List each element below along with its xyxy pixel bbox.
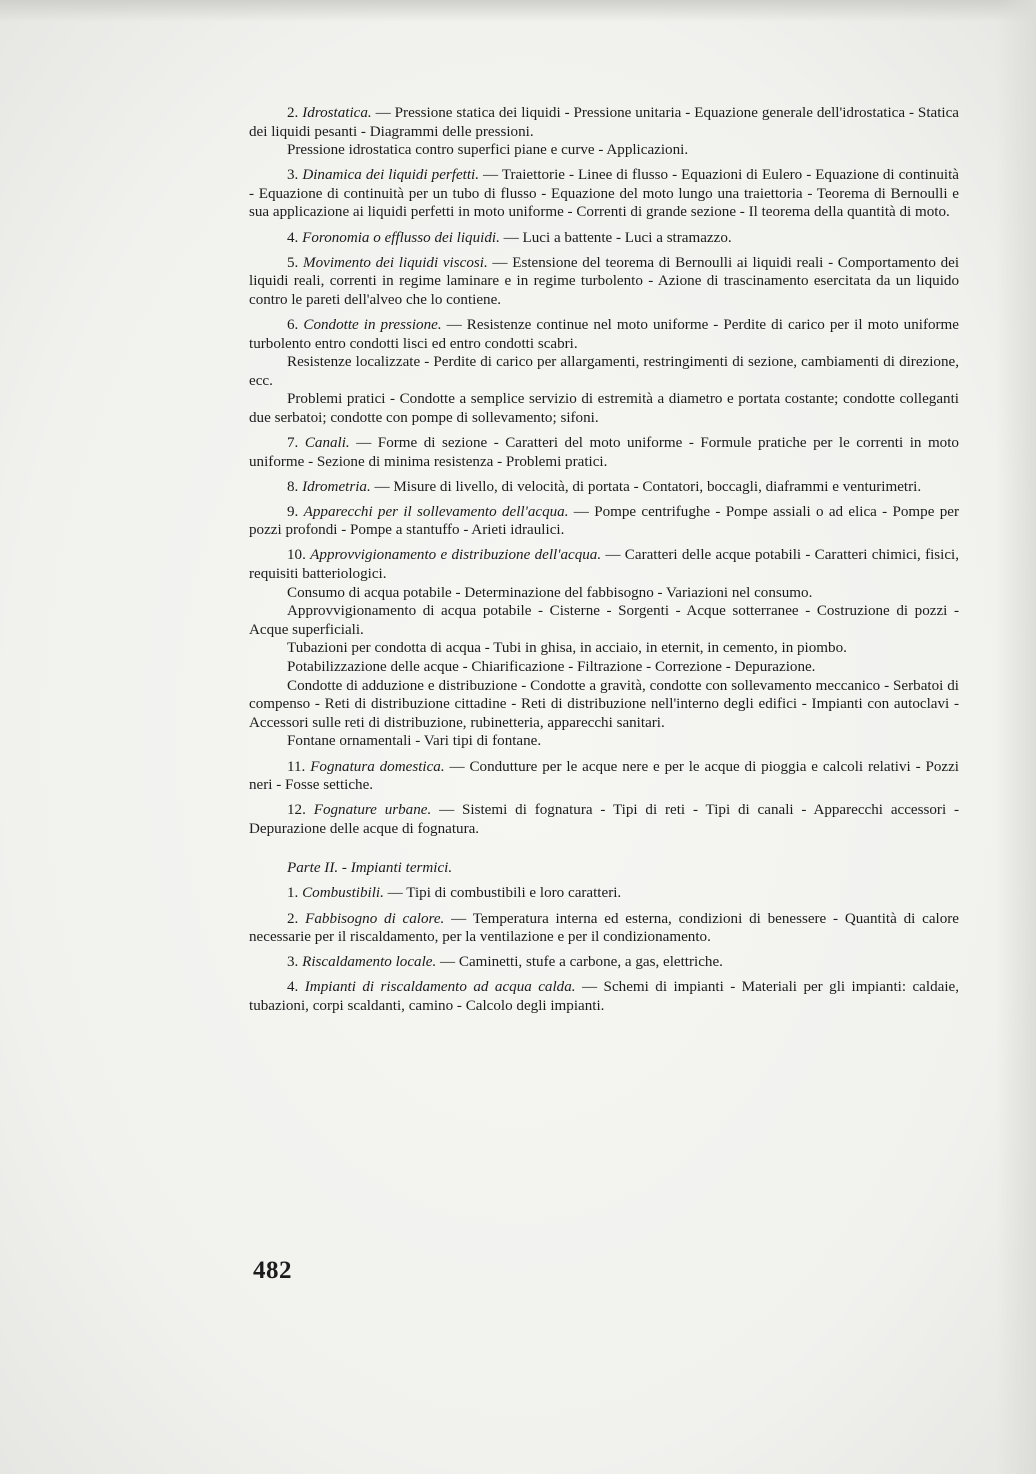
continuation-paragraph: Approvvigionamento di acqua potabile - Cisterne - Sorgenti - Acque sotterranee - Costruzione di pozzi - Acque superficiali. <box>249 603 959 638</box>
continuation-paragraph: Pressione idrostatica contro superfici piane e curve - Applicazioni. <box>287 142 689 159</box>
section-paragraph: 2. Fabbisogno di calore. — Temperatura interna ed esterna, condizioni di benessere - Quantità di calore necessarie per il riscaldamento, per la ventilazione e per il condizionamento. <box>249 910 959 946</box>
section-title: Foronomia o efflusso dei liquidi. <box>302 229 500 246</box>
section-paragraph: 11. Fognatura domestica. — Condutture per le acque nere e per le acque di pioggia e calcoli relativi - Pozzi neri - Fosse settiche. <box>249 758 959 794</box>
section-paragraph: 12. Fognature urbane. — Sistemi di fognatura - Tipi di reti - Tipi di canali - Apparecchi accessori - Depurazione delle acque di fognatura. <box>249 802 960 837</box>
section-title: Condotte in pressione. <box>303 316 442 333</box>
section-title: Combustibili. <box>302 885 384 902</box>
section-title: Dinamica dei liquidi perfetti. <box>302 167 480 184</box>
continuation-paragraph: Tubazioni per condotta di acqua - Tubi in ghisa, in acciaio, in eternit, in cemento, in piombo. <box>287 640 847 657</box>
section-title: Movimento dei liquidi viscosi. <box>303 254 488 271</box>
continuation-paragraph: Problemi pratici - Condotte a semplice servizio di estremità a diametro e portata costante; condotte colleganti due serbatoi; condotte con pompe di sollevamento; sifoni. <box>249 391 959 426</box>
section-title: Apparecchi per il sollevamento dell'acqua. <box>303 503 569 520</box>
section-paragraph: 4. Foronomia o efflusso dei liquidi. — Luci a battente - Luci a stramazzo. <box>287 229 732 246</box>
section-title: Approvvigionamento e distribuzione dell'acqua. <box>310 547 602 564</box>
section-paragraph: 6. Condotte in pressione. — Resistenze continue nel moto uniforme - Perdite di carico per il moto uniforme turbolento entro condotti lisci ed entro condotti scabri. <box>249 316 959 352</box>
section-paragraph: 8. Idrometria. — Misure di livello, di velocità, di portata - Contatori, boccagli, diaframmi e venturimetri. <box>287 478 922 495</box>
section-title: Impianti di riscaldamento ad acqua calda. <box>304 979 576 996</box>
section-title: Canali. <box>304 435 350 451</box>
scan-top-shadow <box>0 0 1036 22</box>
section-title: Fabbisogno di calore. <box>305 910 445 927</box>
page-number: 482 <box>253 1257 292 1284</box>
section-paragraph: 3. Riscaldamento locale. — Caminetti, stufe a carbone, a gas, elettriche. <box>287 954 723 971</box>
section-title: Fognature urbane. <box>313 802 432 819</box>
section-title: Idrometria. <box>302 478 371 495</box>
section-title: Idrostatica. <box>302 105 372 121</box>
section-paragraph: 1. Combustibili. — Tipi di combustibili e loro caratteri. <box>287 885 622 902</box>
syllabus-text <box>249 104 959 1016</box>
continuation-paragraph: Resistenze localizzate - Perdite di carico per allargamenti, restringimenti di sezione, cambiamenti di direzione, ecc. <box>249 354 959 389</box>
section-title: Fognatura domestica. <box>310 758 445 775</box>
section-paragraph: 7. Canali. — Forme di sezione - Caratteri del moto uniforme - Formule pratiche per le correnti in moto uniforme - Sezione di minima resistenza - Problemi pratici. <box>249 435 959 470</box>
section-paragraph: 10. Approvvigionamento e distribuzione dell'acqua. — Caratteri delle acque potabili - Caratteri chimici, fisici, requisiti batteriologici. <box>249 547 960 583</box>
continuation-paragraph: Potabilizzazione delle acque - Chiarificazione - Filtrazione - Correzione - Depurazione. <box>287 659 816 676</box>
section-paragraph: 3. Dinamica dei liquidi perfetti. — Traiettorie - Linee di flusso - Equazioni di Eulero - Equazione di continuità - Equazione di continuità per un tubo di flusso - Equazione del moto lungo una traiettoria - Teorema di Bernoulli e sua applicazione ai liquidi perfetti in moto uniforme - Correnti di grande sezione - Il teorema della quantità di moto. <box>249 167 959 221</box>
section-paragraph: 9. Apparecchi per il sollevamento dell'acqua. — Pompe centrifughe - Pompe assiali o ad elica - Pompe per pozzi profondi - Pompe a stantuffo - Arieti idraulici. <box>249 503 959 539</box>
section-title: Riscaldamento locale. <box>302 954 437 971</box>
section-paragraph: 4. Impianti di riscaldamento ad acqua calda. — Schemi di impianti - Materiali per gli impianti: caldaie, tubazioni, corpi scaldanti, camino - Calcolo degli impianti. <box>249 979 959 1014</box>
part-heading: Parte II. - Impianti termici. <box>287 860 453 877</box>
continuation-paragraph: Consumo di acqua potabile - Determinazione del fabbisogno - Variazioni nel consumo. <box>287 584 813 601</box>
section-paragraph: 5. Movimento dei liquidi viscosi. — Estensione del teorema di Bernoulli ai liquidi reali - Comportamento dei liquidi reali, correnti in regime laminare e in regime turbolento - Azione di trascinamento esercitata da un liquido contro le pareti dell'alveo che lo contiene. <box>249 254 960 308</box>
scan-right-shadow <box>996 0 1036 1474</box>
section-paragraph: 2. Idrostatica. — Pressione statica dei liquidi - Pressione unitaria - Equazione generale dell'idrostatica - Statica dei liquidi pesanti - Diagrammi delle pressioni. <box>249 105 959 140</box>
continuation-paragraph: Condotte di adduzione e distribuzione - Condotte a gravità, condotte con sollevamento meccanico - Serbatoi di compenso - Reti di distribuzione cittadine - Reti di distribuzione nell'interno degli edifici - Impianti con autoclavi - Accessori sulle reti di distribuzione, rubinetteria, apparecchi sanitari. <box>249 677 959 731</box>
continuation-paragraph: Fontane ornamentali - Vari tipi di fontane. <box>287 733 542 750</box>
